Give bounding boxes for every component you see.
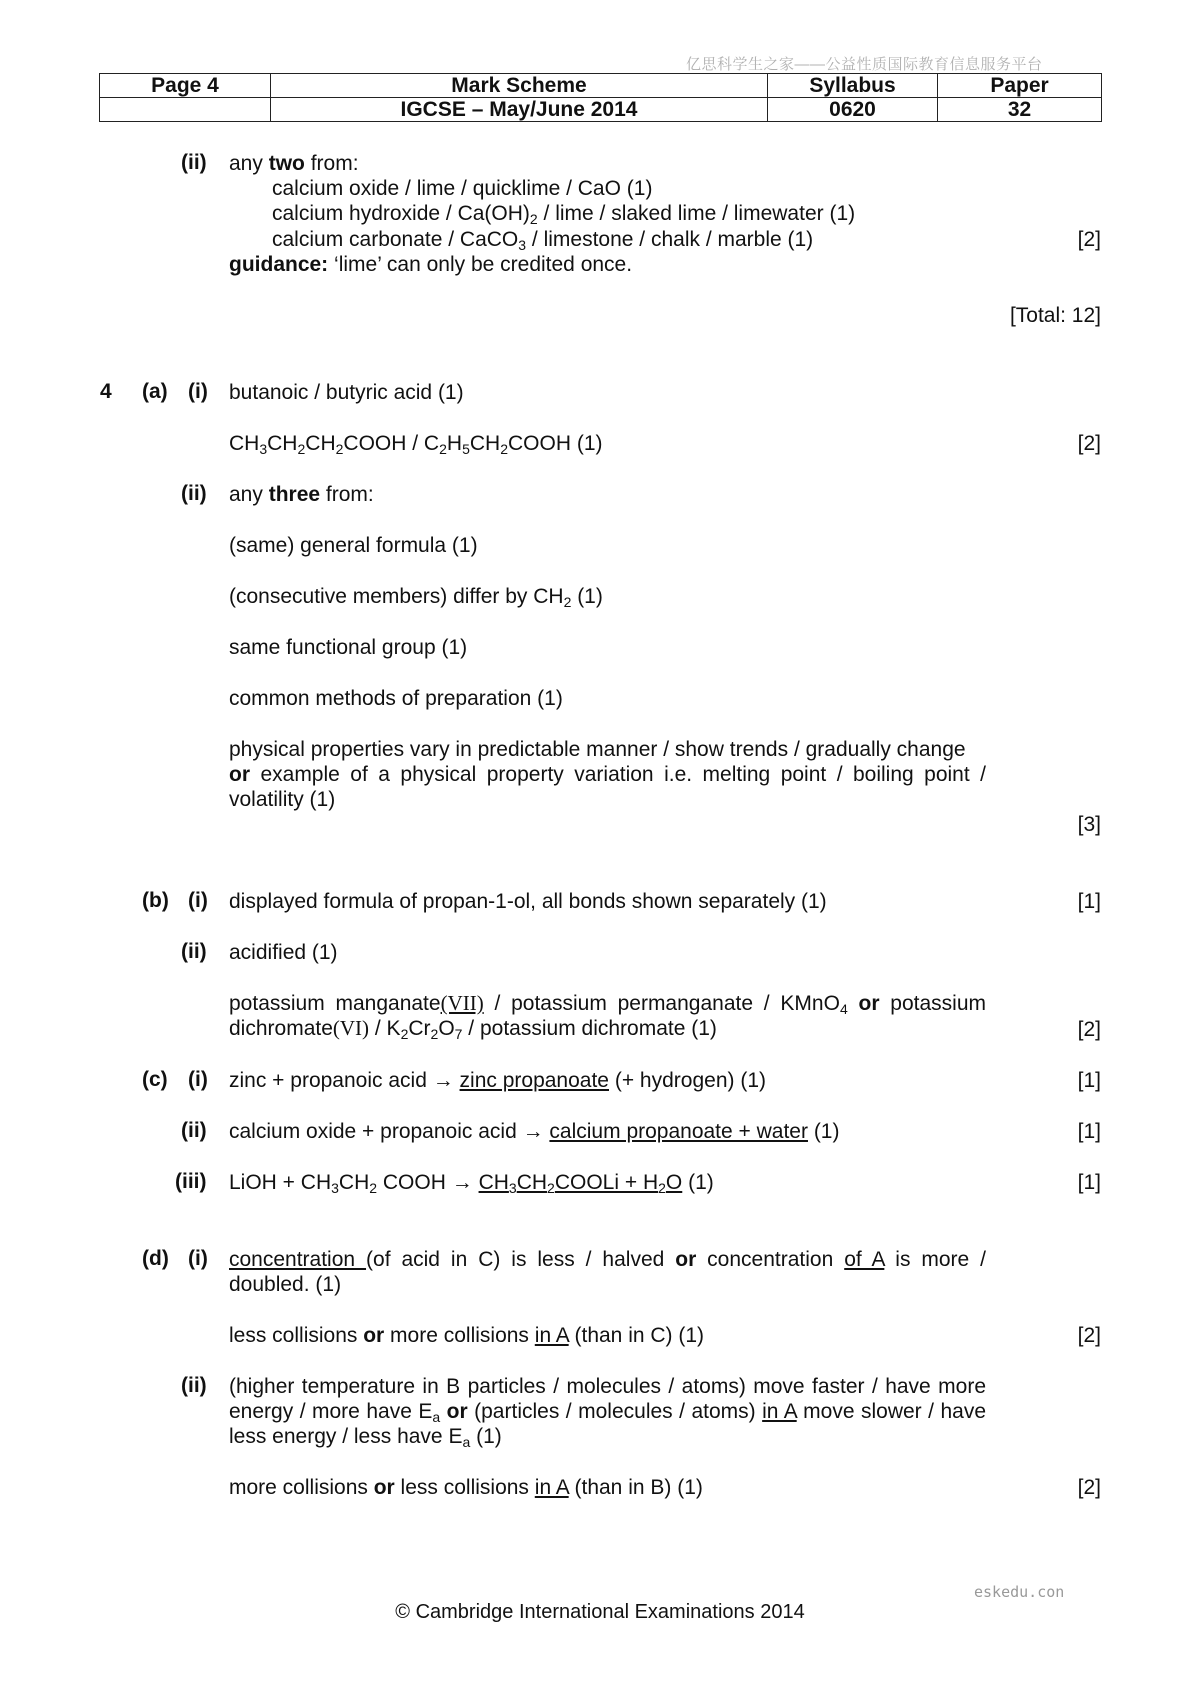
header-title: Mark Scheme xyxy=(271,74,768,98)
q3-ii-line2: calcium hydroxide / $Ca(OH)_2$ / lime / slaked lime / limewater (1) xyxy=(272,202,856,227)
header-page: Page 4 xyxy=(100,74,271,98)
q4-b-ii-line1: acidified (1) xyxy=(229,941,338,964)
header-empty xyxy=(100,98,271,122)
q4-b-i-label: (i) xyxy=(188,889,208,912)
q4-a-i-formula: $CH_3CH_2CH_2COOH$ / $C_2H_5CH_2COOH$ (1) xyxy=(229,432,603,457)
q4-d-ii-para: (higher temperature in B particles / molecules / atoms) move faster / have more energy / more have $E_a$ or (particles / molecules / atoms) in A move slower / have less energy / less have $E_a$ (1) xyxy=(229,1375,987,1450)
q4-d-ii-line2: more collisions or less collisions in A (than in B) (1) xyxy=(229,1476,703,1499)
q3-ii-mark: [2] xyxy=(1077,228,1101,251)
q4-b-ii-mark: [2] xyxy=(1077,1018,1101,1041)
q3-total: [Total: 12] xyxy=(1009,304,1101,327)
q4-a-i-label: (i) xyxy=(188,380,208,403)
q4-c-i-label: (i) xyxy=(188,1068,208,1091)
q4-d-i-label: (i) xyxy=(188,1247,208,1270)
footer-copyright: © Cambridge International Examinations 2014 xyxy=(395,1601,805,1623)
watermark-bottom: eskedu.con xyxy=(974,1583,1065,1601)
q4-c-ii-label: (ii) xyxy=(181,1119,207,1142)
q4-a-i-line1: butanoic / butyric acid (1) xyxy=(229,381,464,404)
q4-d-i-line2: less collisions or more collisions in A (than in C) (1) xyxy=(229,1324,705,1347)
q4-c-iii-mark: [1] xyxy=(1077,1171,1101,1194)
watermark-top: 亿思科学生之家——公益性质国际教育信息服务平台 xyxy=(686,56,1043,73)
q4-a-ii-p3: same functional group (1) xyxy=(229,636,468,659)
q4-b-ii-label: (ii) xyxy=(181,940,207,963)
q4-number: 4 xyxy=(100,380,112,403)
q4-a-ii-label: (ii) xyxy=(181,482,207,505)
q4-c-i-text: zinc + propanoic acid → zinc propanoate (+ hydrogen) (1) xyxy=(229,1069,766,1092)
q4-d-ii-label: (ii) xyxy=(181,1374,207,1397)
q3-ii-line1: calcium oxide / lime / quicklime / CaO (1) xyxy=(272,177,653,200)
q4-a-ii-p2: (consecutive members) differ by $CH_2$ (1) xyxy=(229,585,603,610)
q4-c-ii-mark: [1] xyxy=(1077,1120,1101,1143)
q4-b-i-mark: [1] xyxy=(1077,890,1101,913)
q3-ii-label: (ii) xyxy=(181,151,207,174)
q4-b-ii-para: potassium manganate(VII) / potassium permanganate / KMnO$_4$ or potassium dichromate(VI) / $K_2Cr_2O_7$ / potassium dichromate (1) xyxy=(229,991,987,1042)
q4-c-label: (c) xyxy=(142,1068,168,1091)
q4-d-label: (d) xyxy=(142,1247,169,1270)
q3-ii-line3: calcium carbonate / CaCO$_3$ / limestone / chalk / marble (1) xyxy=(272,228,814,253)
header-table xyxy=(99,73,1102,122)
q4-a-ii-p5: physical properties vary in predictable manner / show trends / gradually change or example of a physical property variation i.e. melting point / boiling point / volatility (1) xyxy=(229,738,986,811)
q4-a-label: (a) xyxy=(142,380,168,403)
header-syllabus-label: Syllabus xyxy=(768,74,938,98)
header-paper-label: Paper xyxy=(938,74,1102,98)
header-syllabus: 0620 xyxy=(768,98,938,122)
q4-b-label: (b) xyxy=(142,889,169,912)
q4-a-i-mark: [2] xyxy=(1077,432,1101,455)
q4-a-ii-p4: common methods of preparation (1) xyxy=(229,687,563,710)
header-exam: IGCSE – May/June 2014 xyxy=(271,98,768,122)
q3-ii-guidance: guidance: ‘lime’ can only be credited once. xyxy=(229,253,633,276)
q4-c-i-mark: [1] xyxy=(1077,1069,1101,1092)
q4-c-iii-text: LiOH + $CH_3CH_2$ COOH → $CH_3CH_2COOLi + H_2O$ (1) xyxy=(229,1171,714,1196)
q4-d-ii-mark: [2] xyxy=(1077,1476,1101,1499)
q4-c-ii-text: calcium oxide + propanoic acid → calcium propanoate + water (1) xyxy=(229,1120,840,1143)
q4-d-i-mark: [2] xyxy=(1077,1324,1101,1347)
q4-d-i-para: concentration (of acid in C) is less / halved or concentration of A is more / doubled. (1) xyxy=(229,1248,986,1296)
q4-a-ii-p1: (same) general formula (1) xyxy=(229,534,478,557)
q3-ii-intro: any two from: xyxy=(229,152,359,175)
q4-c-iii-label: (iii) xyxy=(175,1170,207,1193)
header-paper: 32 xyxy=(938,98,1102,122)
q4-a-ii-intro: any three from: xyxy=(229,483,374,506)
q4-b-i-text: displayed formula of propan-1-ol, all bonds shown separately (1) xyxy=(229,890,827,913)
q4-a-ii-mark: [3] xyxy=(1077,813,1101,836)
